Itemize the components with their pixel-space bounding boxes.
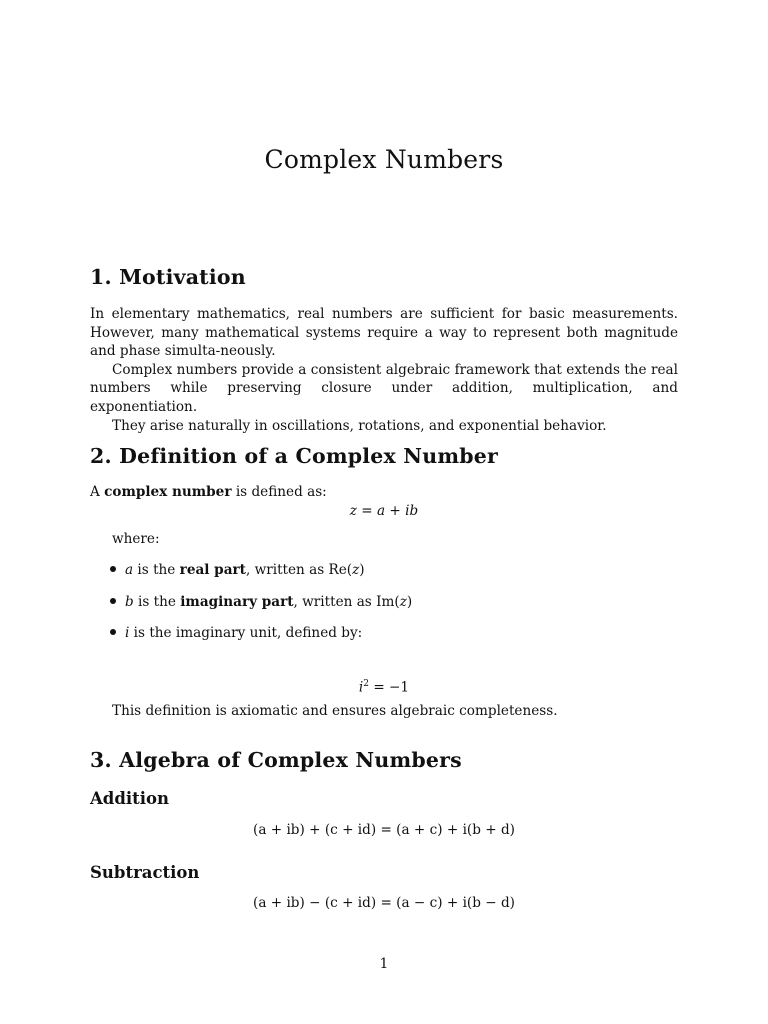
section-1-title: Motivation xyxy=(119,265,246,289)
bullet-icon xyxy=(110,629,116,635)
document-title: Complex Numbers xyxy=(264,145,504,174)
section-3-heading xyxy=(90,748,462,772)
motivation-paragraph-3: They arise naturally in oscillations, rotations, and exponential behavior. xyxy=(112,417,607,434)
page-number: 1 xyxy=(379,956,389,972)
imaginary-part-term: imaginary part xyxy=(180,594,294,610)
motivation-paragraph-1: In elementary mathematics, real numbers are sufficient for basic measurements. However, many mathematical systems require a way to represent both magnitude and phase simulta-neously. xyxy=(90,306,678,360)
bullet-icon xyxy=(110,598,116,604)
subtraction-equation: (a + ib) − (c + id) = (a − c) + i(b − d) xyxy=(253,895,515,911)
bullet-icon xyxy=(110,566,116,572)
subsection-subtraction-title: Subtraction xyxy=(90,863,200,882)
definition-equation: z = a + ib xyxy=(349,503,419,519)
imaginary-unit-equation: $i^2 = -1$ xyxy=(358,679,410,696)
section-2-heading xyxy=(90,444,498,468)
bullet-imaginary-unit: i is the imaginary unit, defined by: xyxy=(110,624,362,642)
motivation-paragraph-2: Complex numbers provide a consistent algebraic framework that extends the real numbers while preserving closure under addition, multiplication, and exponentiation. xyxy=(90,361,678,415)
complex-number-term: complex number xyxy=(104,484,232,500)
section-1-number: 1. xyxy=(90,265,112,289)
section-2-title: Definition of a Complex Number xyxy=(119,444,499,468)
where-label: where: xyxy=(112,531,160,547)
subsection-addition-title: Addition xyxy=(90,789,170,808)
section-1-body xyxy=(90,305,678,435)
section-3-title: Algebra of Complex Numbers xyxy=(119,748,462,772)
real-part-term: real part xyxy=(179,562,246,578)
section-3-number: 3. xyxy=(90,748,112,772)
bullet-imaginary-part: b is the imaginary part, written as Im(z) xyxy=(110,593,412,611)
definition-closing: This definition is axiomatic and ensures algebraic completeness. xyxy=(112,703,558,719)
bullet-real-part: a is the real part, written as Re(z) xyxy=(110,561,365,579)
addition-equation: (a + ib) + (c + id) = (a + c) + i(b + d) xyxy=(253,822,515,838)
definition-intro: A complex number is defined as: xyxy=(90,484,327,500)
section-2-number: 2. xyxy=(90,444,112,468)
section-1-heading xyxy=(90,265,246,289)
